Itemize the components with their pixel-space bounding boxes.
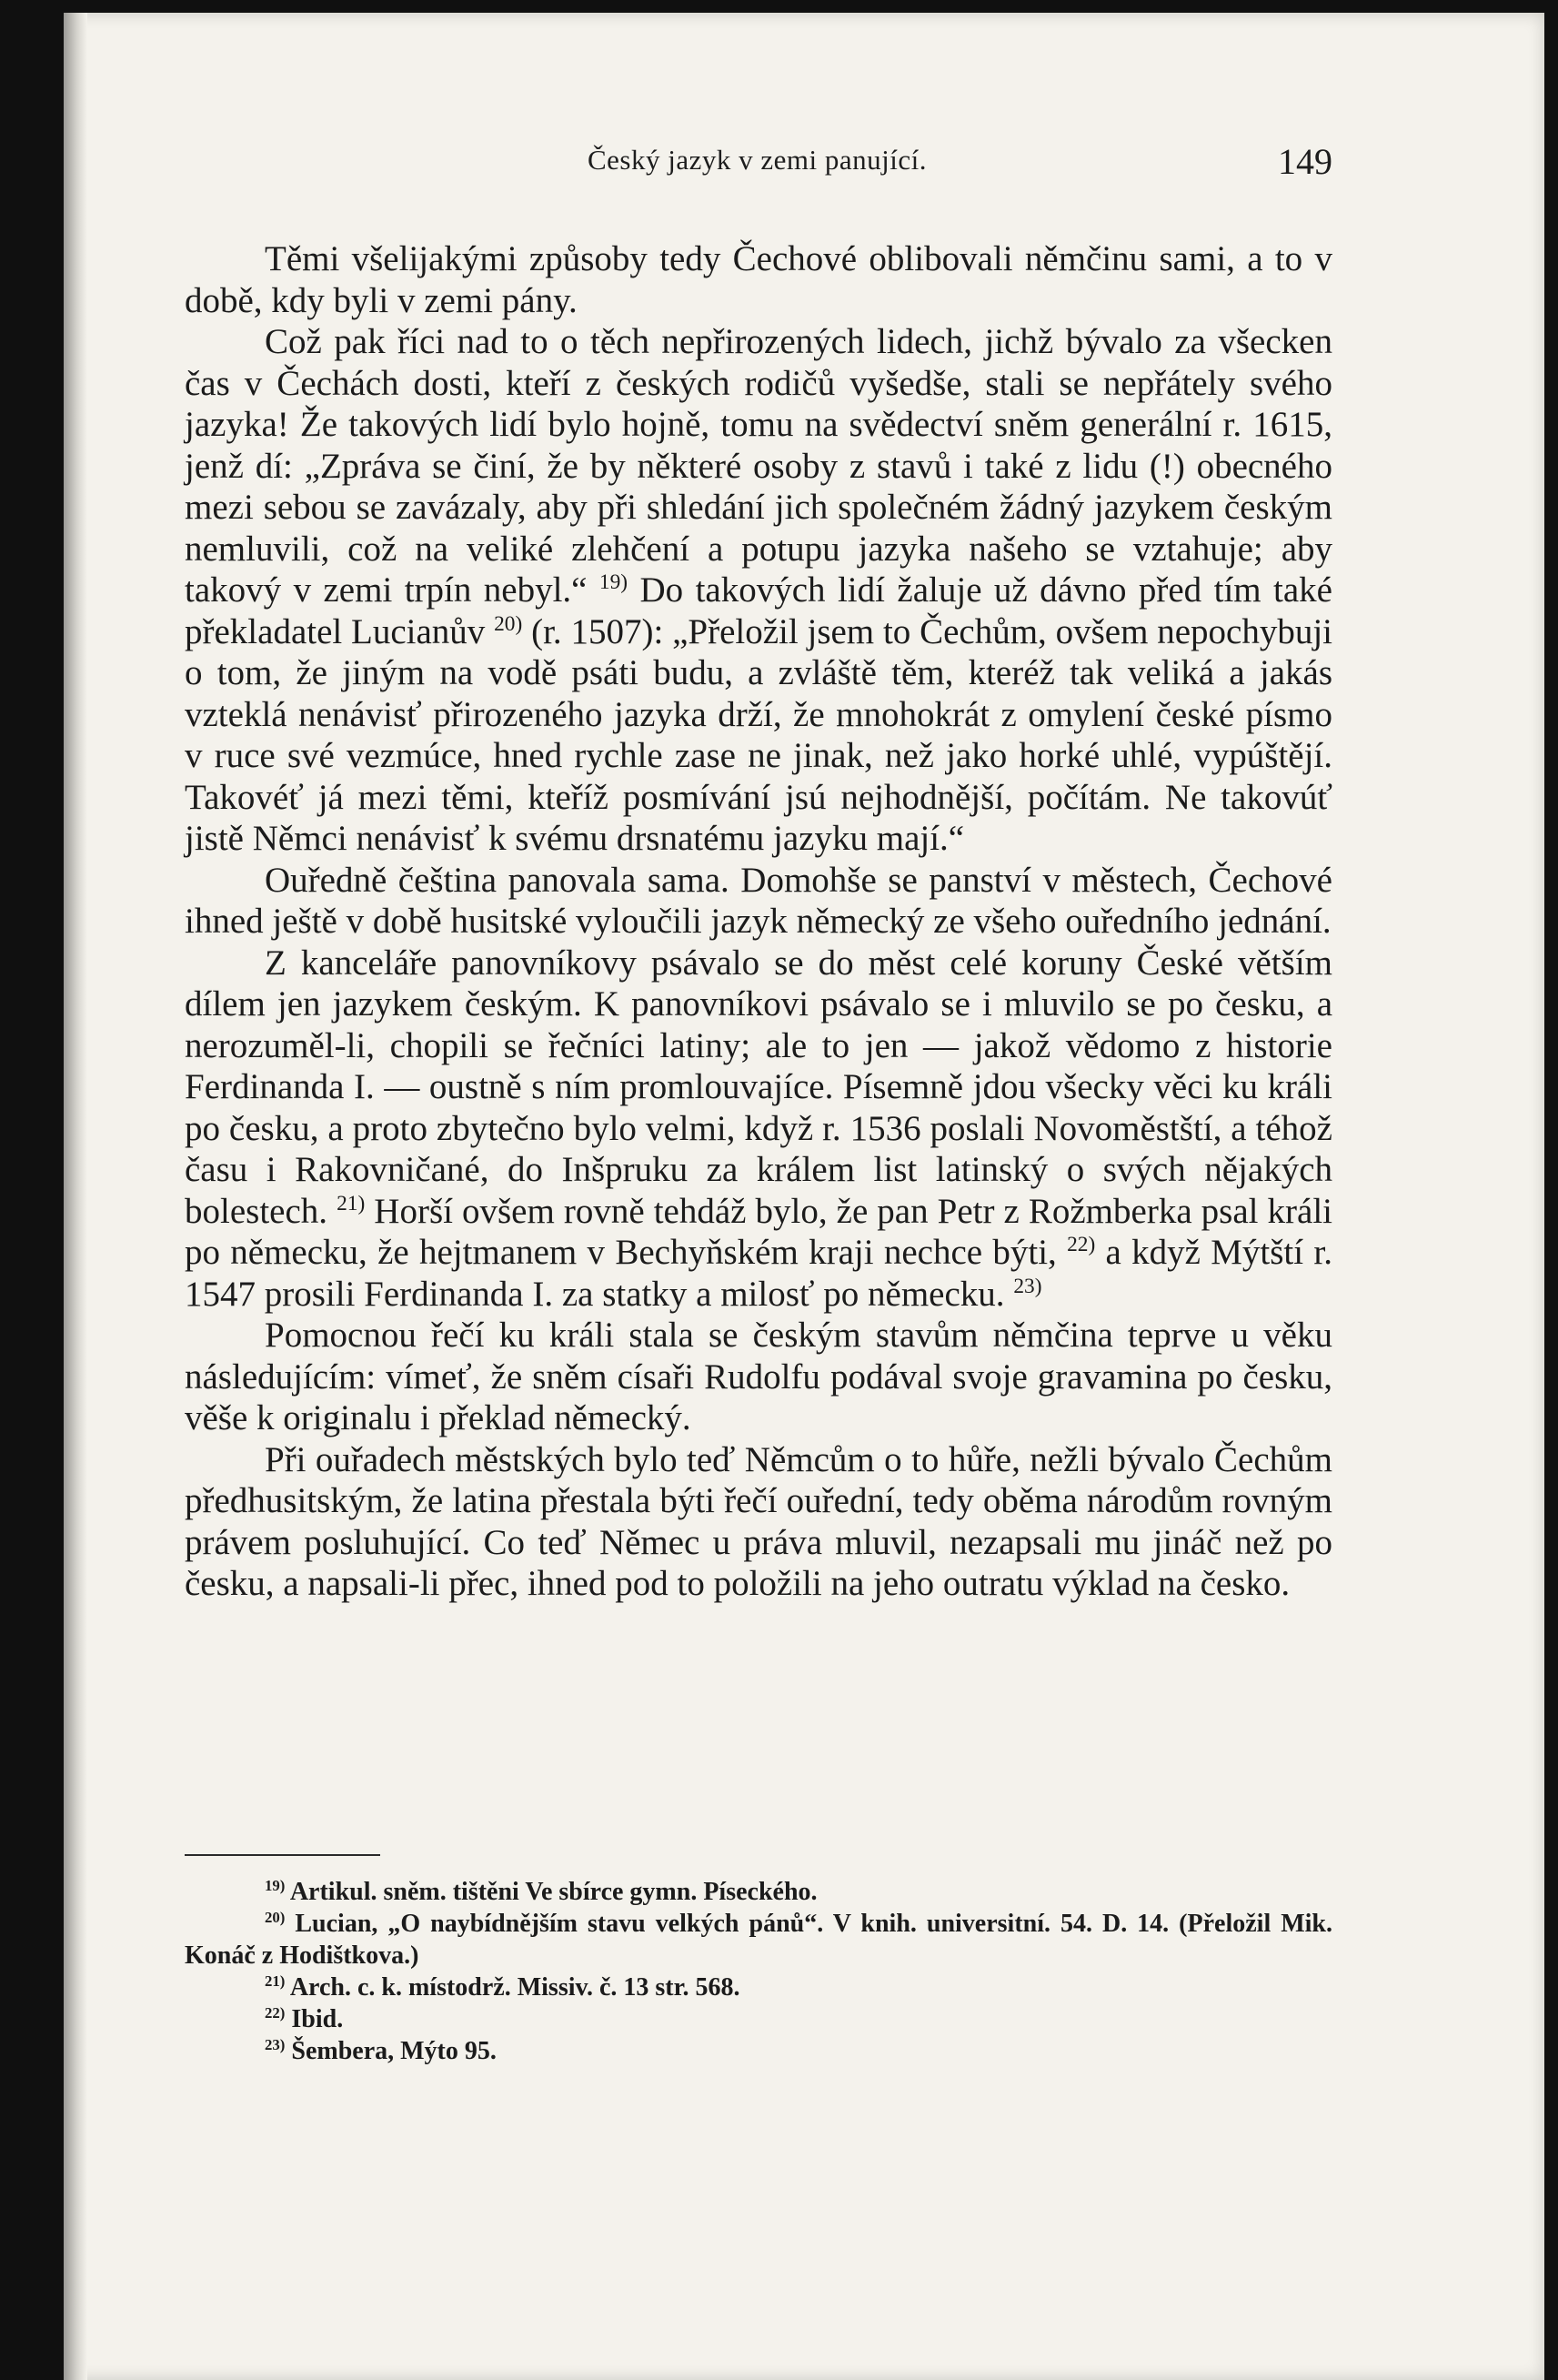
footnote-marker: 21) [265,1972,286,1990]
footnote-text: Artikul. sněm. tištěni Ve sbírce gymn. Píseckého. [285,1878,818,1906]
footnotes [185,1876,1332,2067]
footnote [185,1908,1332,1972]
text-run: (r. 1507): „Přeložil jsem to Čechům, ovšem nepochybuji o tom, že jiným na vodě psáti budu, a zvláště těm, kteréž tak veliká a jakás vzteklá nenávisť přirozeného jazyka drží, že mnohokrát z omylení české písmo v ruce své vezmúce, hned rychle zase ne jinak, než jako horké uhlé, vypúštějí. Takovéť já mezi těmi, kteříž posmívání jsú nejhodnější, počítám. Ne takovúť jistě Němci nenávisť k svému drsnatému jazyku mají.“ [185,611,1332,858]
footnote-marker: 23) [265,2035,286,2053]
text-run: Ouředně čeština panovala sama. Domohše se panství v městech, Čechové ihned ještě v době husitské vyloučili jazyk německý ze všeho ouředního jednání. [185,860,1332,941]
text-run: Pomocnou řečí ku králi stala se českým stavům němčina teprve u věku následujícím: vímeť, že sněm císaři Rudolfu podával svoje gravamina po česku, věše k originalu i překlad německý. [185,1316,1332,1437]
footnote-text: Arch. c. k. místodrž. Missiv. č. 13 str. 568. [285,1973,740,2002]
text-run: a když Mýtští r. 1547 prosili Ferdinanda I. za statky a milosť po německu. [185,1233,1332,1314]
page-spine-shadow [64,13,87,2380]
footnote-text: Lucian, „O naybídnějším stavu velkých pánů“. V knih. universitní. 54. D. 14. (Přeložil Mik. Konáč z Hodištkova.) [185,1910,1332,1970]
footnote-text: Šembera, Mýto 95. [285,2037,497,2065]
text-run: Těmi všelijakými způsoby tedy Čechové oblibovali němčinu sami, a to v době, kdy byli v zemi pány. [185,239,1332,320]
paragraph [185,943,1332,1316]
footnote-reference: 22) [1067,1232,1096,1256]
footnote-marker: 19) [265,1876,286,1894]
paragraph [185,1315,1332,1439]
text-run: Do takových lidí žaluje už dávno před tím také překladatel Lucianův [185,570,1332,651]
footnote-reference: 23) [1013,1274,1042,1298]
footnote [185,1972,1332,2003]
body-text [185,238,1332,1605]
text-run: Z kanceláře panovníkovy psávalo se do měst celé koruny České větším dílem jen jazykem českým. K panovníkovi psávalo se i mluvilo se po česku, a nerozuměl-li, chopili se řečníci latiny; ale to jen — jakož vědomo z historie Ferdinanda I. — oustně s ním promlouvajíce. Písemně jdou všecky věci ku králi po česku, a proto zbytečno bylo velmi, když r. 1536 poslali Novoměstští, a téhož času i Rakovničané, do Inšpruku za králem list latinský o svých nějakých bolestech. [185,943,1332,1231]
paragraph [185,860,1332,943]
page-header [182,136,1332,191]
footnote [185,2035,1332,2067]
page-number: 149 [1278,141,1332,182]
footnote-text: Ibid. [285,2005,344,2033]
running-title: Český jazyk v zemi panující. [588,144,927,176]
footnote-reference: 19) [598,570,628,594]
footnote-marker: 22) [265,2003,286,2022]
footnote [185,1876,1332,1908]
paragraph [185,321,1332,860]
footnote-reference: 20) [494,611,523,636]
footnote-separator [185,1854,380,1856]
footnote-reference: 21) [337,1191,366,1215]
text-run: Což pak říci nad to o těch nepřirozených lidech, jichž bývalo za všecken čas v Čechách dosti, kteří z českých rodičů vyšedše, stali se nepřátely svého jazyka! Že takových lidí bylo hojně, tomu na svědectví sněm generální r. 1615, jenž dí: „Zpráva se činí, že by některé osoby z stavů i také z lidu (!) obecného mezi sebou se zavázaly, aby při shledání jich společném žádný jazykem českým nemluvili, což na veliké zlehčení a potupu jazyka našeho se vztahuje; aby takový v zemi trpín nebyl.“ [185,322,1332,610]
paragraph [185,238,1332,321]
paragraph [185,1439,1332,1605]
footnote-marker: 20) [265,1908,286,1926]
footnote [185,2003,1332,2035]
text-run: Při ouřadech městských bylo teď Němcům o to hůře, nežli bývalo Čechům předhusitským, že latina přestala býti řečí ouřední, tedy oběma národům rovným právem posluhující. Co teď Němec u práva mluvil, nezapsali mu jináč než po česku, a napsali-li přec, ihned pod to položili na jeho outratu výklad na česko. [185,1439,1332,1603]
text-run: Horší ovšem rovně tehdáž bylo, že pan Petr z Rožmberka psal králi po německu, že hejtmanem v Bechyňském kraji nechce býti, [185,1191,1332,1272]
